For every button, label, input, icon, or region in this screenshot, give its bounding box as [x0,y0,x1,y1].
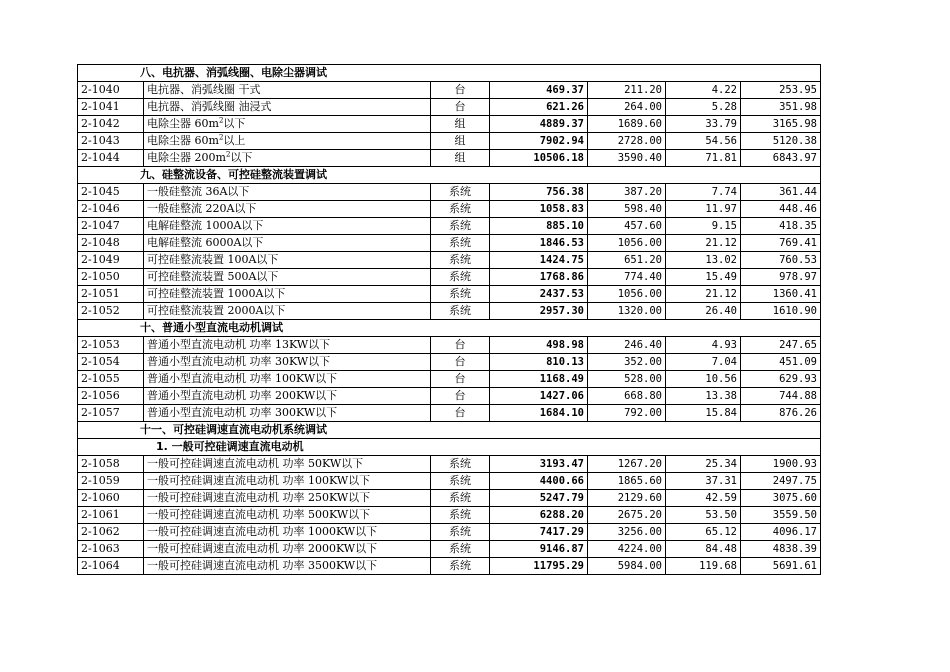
item-code: 2-1047 [78,218,144,235]
item-name: 电抗器、消弧线圈 油浸式 [144,99,431,116]
table-row [78,524,821,541]
item-unit: 组 [431,116,490,133]
item-name: 一般可控硅调速直流电动机 功率 250KW以下 [144,490,431,507]
table-row [78,371,821,388]
item-name: 普通小型直流电动机 功率 30KW以下 [144,354,431,371]
section-title: 八、电抗器、消弧线圈、电除尘器调试 [78,65,821,82]
table-body [78,65,821,575]
item-name: 可控硅整流装置 500A以下 [144,269,431,286]
machine-cost: 5691.61 [741,558,821,575]
labor-cost: 3590.40 [588,150,666,167]
item-unit: 系统 [431,303,490,320]
item-unit: 系统 [431,473,490,490]
item-name-tail: 以下 [230,151,253,164]
item-unit: 台 [431,82,490,99]
labor-cost: 774.40 [588,269,666,286]
item-unit: 组 [431,150,490,167]
labor-cost: 246.40 [588,337,666,354]
base-price: 885.10 [490,218,588,235]
labor-cost: 387.20 [588,184,666,201]
table-row [78,388,821,405]
item-unit: 系统 [431,269,490,286]
table-row [78,116,821,133]
labor-cost: 668.80 [588,388,666,405]
item-name: 普通小型直流电动机 功率 13KW以下 [144,337,431,354]
machine-cost: 760.53 [741,252,821,269]
table-row [78,507,821,524]
item-unit: 系统 [431,507,490,524]
machine-cost: 361.44 [741,184,821,201]
table-row [78,303,821,320]
material-cost: 54.56 [666,133,741,150]
item-name [144,150,431,167]
labor-cost: 1320.00 [588,303,666,320]
base-price: 1768.86 [490,269,588,286]
item-name: 普通小型直流电动机 功率 300KW以下 [144,405,431,422]
item-unit: 系统 [431,558,490,575]
labor-cost: 2675.20 [588,507,666,524]
item-name: 一般可控硅调速直流电动机 功率 100KW以下 [144,473,431,490]
quota-table [77,64,821,575]
material-cost: 4.93 [666,337,741,354]
labor-cost: 1689.60 [588,116,666,133]
section-title: 十、普通小型直流电动机调试 [78,320,821,337]
item-name-text: 电除尘器 60m [147,134,219,147]
labor-cost: 3256.00 [588,524,666,541]
machine-cost: 3165.98 [741,116,821,133]
base-price: 7417.29 [490,524,588,541]
item-unit: 系统 [431,456,490,473]
table-row [78,473,821,490]
table-row [78,82,821,99]
material-cost: 11.97 [666,201,741,218]
item-name: 一般可控硅调速直流电动机 功率 50KW以下 [144,456,431,473]
subsection-header-row [78,439,821,456]
labor-cost: 651.20 [588,252,666,269]
base-price: 2437.53 [490,286,588,303]
item-code: 2-1042 [78,116,144,133]
item-code: 2-1049 [78,252,144,269]
machine-cost: 418.35 [741,218,821,235]
item-code: 2-1063 [78,541,144,558]
item-code: 2-1053 [78,337,144,354]
base-price: 1684.10 [490,405,588,422]
table-row [78,558,821,575]
machine-cost: 978.97 [741,269,821,286]
material-cost: 7.04 [666,354,741,371]
machine-cost: 2497.75 [741,473,821,490]
base-price: 621.26 [490,99,588,116]
machine-cost: 247.65 [741,337,821,354]
material-cost: 15.84 [666,405,741,422]
base-price: 6288.20 [490,507,588,524]
table-row [78,286,821,303]
machine-cost: 4838.39 [741,541,821,558]
material-cost: 9.15 [666,218,741,235]
item-name [144,133,431,150]
item-unit: 系统 [431,201,490,218]
item-unit: 系统 [431,235,490,252]
item-code: 2-1048 [78,235,144,252]
machine-cost: 3559.50 [741,507,821,524]
table-row [78,235,821,252]
material-cost: 53.50 [666,507,741,524]
item-unit: 系统 [431,541,490,558]
item-unit: 系统 [431,218,490,235]
item-code: 2-1058 [78,456,144,473]
machine-cost: 1360.41 [741,286,821,303]
item-name-tail: 以上 [223,134,246,147]
table-row [78,150,821,167]
item-name: 普通小型直流电动机 功率 100KW以下 [144,371,431,388]
item-unit: 系统 [431,286,490,303]
table-row [78,184,821,201]
base-price: 498.98 [490,337,588,354]
section-title: 九、硅整流设备、可控硅整流装置调试 [78,167,821,184]
item-name [144,116,431,133]
material-cost: 10.56 [666,371,741,388]
item-unit: 系统 [431,184,490,201]
base-price: 4400.66 [490,473,588,490]
material-cost: 13.02 [666,252,741,269]
superscript: 2 [225,150,231,159]
base-price: 1427.06 [490,388,588,405]
item-name: 一般硅整流 220A以下 [144,201,431,218]
item-name: 一般可控硅调速直流电动机 功率 2000KW以下 [144,541,431,558]
machine-cost: 6843.97 [741,150,821,167]
section-header-row [78,422,821,439]
item-unit: 台 [431,388,490,405]
material-cost: 25.34 [666,456,741,473]
item-code: 2-1043 [78,133,144,150]
table-row [78,456,821,473]
item-code: 2-1062 [78,524,144,541]
item-code: 2-1041 [78,99,144,116]
base-price: 1424.75 [490,252,588,269]
machine-cost: 629.93 [741,371,821,388]
item-code: 2-1059 [78,473,144,490]
machine-cost: 253.95 [741,82,821,99]
material-cost: 119.68 [666,558,741,575]
section-header-row [78,320,821,337]
item-name: 可控硅整流装置 1000A以下 [144,286,431,303]
item-code: 2-1052 [78,303,144,320]
table-row [78,405,821,422]
material-cost: 42.59 [666,490,741,507]
table-row [78,490,821,507]
table-row [78,269,821,286]
item-name: 可控硅整流装置 2000A以下 [144,303,431,320]
item-code: 2-1061 [78,507,144,524]
base-price: 810.13 [490,354,588,371]
labor-cost: 2728.00 [588,133,666,150]
material-cost: 7.74 [666,184,741,201]
item-name: 可控硅整流装置 100A以下 [144,252,431,269]
item-name: 一般可控硅调速直流电动机 功率 500KW以下 [144,507,431,524]
section-title: 1. 一般可控硅调速直流电动机 [78,439,821,456]
item-code: 2-1064 [78,558,144,575]
labor-cost: 528.00 [588,371,666,388]
material-cost: 84.48 [666,541,741,558]
table-row [78,354,821,371]
labor-cost: 598.40 [588,201,666,218]
labor-cost: 211.20 [588,82,666,99]
machine-cost: 4096.17 [741,524,821,541]
labor-cost: 792.00 [588,405,666,422]
labor-cost: 4224.00 [588,541,666,558]
material-cost: 4.22 [666,82,741,99]
superscript: 2 [218,133,224,142]
table-row [78,218,821,235]
labor-cost: 5984.00 [588,558,666,575]
item-name: 一般可控硅调速直流电动机 功率 3500KW以下 [144,558,431,575]
material-cost: 37.31 [666,473,741,490]
item-name: 电解硅整流 6000A以下 [144,235,431,252]
item-unit: 系统 [431,524,490,541]
item-code: 2-1044 [78,150,144,167]
material-cost: 21.12 [666,235,741,252]
material-cost: 5.28 [666,99,741,116]
labor-cost: 2129.60 [588,490,666,507]
base-price: 3193.47 [490,456,588,473]
item-name: 一般可控硅调速直流电动机 功率 1000KW以下 [144,524,431,541]
labor-cost: 352.00 [588,354,666,371]
item-unit: 组 [431,133,490,150]
machine-cost: 3075.60 [741,490,821,507]
labor-cost: 1056.00 [588,286,666,303]
item-code: 2-1051 [78,286,144,303]
base-price: 1058.83 [490,201,588,218]
machine-cost: 351.98 [741,99,821,116]
item-code: 2-1046 [78,201,144,218]
base-price: 1168.49 [490,371,588,388]
base-price: 11795.29 [490,558,588,575]
base-price: 2957.30 [490,303,588,320]
material-cost: 21.12 [666,286,741,303]
base-price: 5247.79 [490,490,588,507]
machine-cost: 448.46 [741,201,821,218]
labor-cost: 1267.20 [588,456,666,473]
item-code: 2-1050 [78,269,144,286]
machine-cost: 451.09 [741,354,821,371]
material-cost: 33.79 [666,116,741,133]
table-row [78,99,821,116]
machine-cost: 1610.90 [741,303,821,320]
section-header-row [78,65,821,82]
material-cost: 13.38 [666,388,741,405]
item-code: 2-1056 [78,388,144,405]
item-unit: 台 [431,371,490,388]
section-header-row [78,167,821,184]
item-unit: 台 [431,337,490,354]
item-code: 2-1055 [78,371,144,388]
item-unit: 台 [431,354,490,371]
material-cost: 15.49 [666,269,741,286]
base-price: 1846.53 [490,235,588,252]
item-unit: 台 [431,99,490,116]
base-price: 9146.87 [490,541,588,558]
base-price: 756.38 [490,184,588,201]
item-unit: 台 [431,405,490,422]
material-cost: 71.81 [666,150,741,167]
item-unit: 系统 [431,490,490,507]
table-row [78,133,821,150]
base-price: 10506.18 [490,150,588,167]
labor-cost: 264.00 [588,99,666,116]
table-row [78,252,821,269]
table-row [78,541,821,558]
material-cost: 65.12 [666,524,741,541]
table-row [78,201,821,218]
item-code: 2-1057 [78,405,144,422]
base-price: 7902.94 [490,133,588,150]
item-code: 2-1054 [78,354,144,371]
labor-cost: 1056.00 [588,235,666,252]
item-name-text: 电除尘器 200m [147,151,226,164]
base-price: 4889.37 [490,116,588,133]
item-name: 电抗器、消弧线圈 干式 [144,82,431,99]
machine-cost: 1900.93 [741,456,821,473]
item-unit: 系统 [431,252,490,269]
labor-cost: 457.60 [588,218,666,235]
base-price: 469.37 [490,82,588,99]
superscript: 2 [218,116,224,125]
item-name: 普通小型直流电动机 功率 200KW以下 [144,388,431,405]
item-code: 2-1045 [78,184,144,201]
machine-cost: 5120.38 [741,133,821,150]
item-name-text: 电除尘器 60m [147,117,219,130]
machine-cost: 744.88 [741,388,821,405]
machine-cost: 769.41 [741,235,821,252]
item-code: 2-1040 [78,82,144,99]
labor-cost: 1865.60 [588,473,666,490]
table-row [78,337,821,354]
item-name: 一般硅整流 36A以下 [144,184,431,201]
item-name: 电解硅整流 1000A以下 [144,218,431,235]
section-title: 十一、可控硅调速直流电动机系统调试 [78,422,821,439]
machine-cost: 876.26 [741,405,821,422]
item-code: 2-1060 [78,490,144,507]
item-name-tail: 以下 [223,117,246,130]
material-cost: 26.40 [666,303,741,320]
